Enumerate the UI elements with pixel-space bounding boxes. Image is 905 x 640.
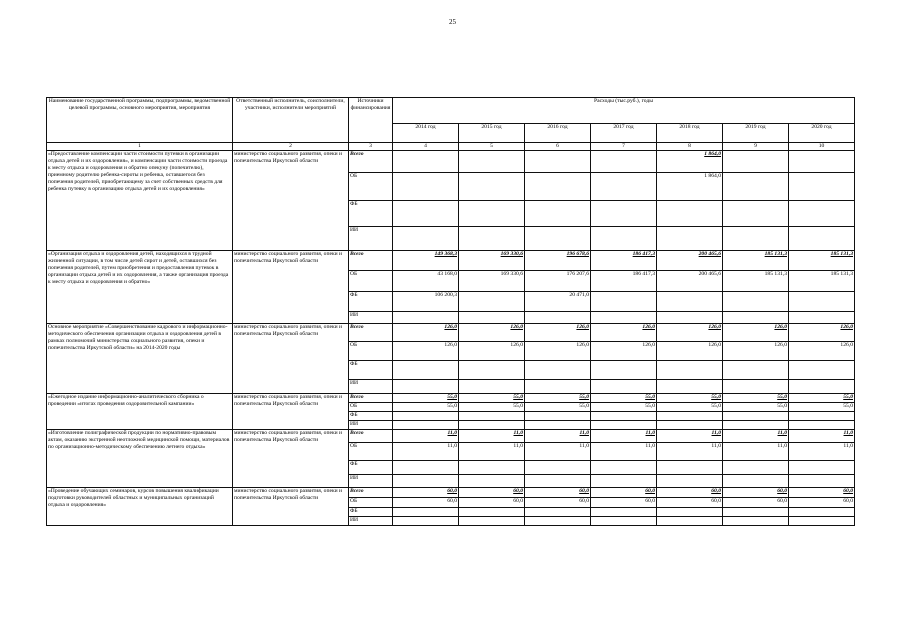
- amount-cell: [723, 172, 789, 200]
- funding-source: ИИ: [349, 474, 393, 487]
- amount-cell: [459, 360, 525, 379]
- amount-cell: 200 465,6: [657, 270, 723, 291]
- header-year: 2015 год: [459, 124, 525, 143]
- column-number: 7: [591, 143, 657, 151]
- amount-cell: [657, 460, 723, 474]
- amount-cell: [789, 360, 855, 379]
- header-year: 2019 год: [723, 124, 789, 143]
- table-row: [47, 150, 855, 172]
- amount-cell: [525, 379, 591, 393]
- funding-source: ИИ: [349, 516, 393, 525]
- amount-cell: 55,0: [459, 393, 525, 402]
- amount-cell: 126,0: [789, 323, 855, 341]
- amount-cell: 126,0: [591, 323, 657, 341]
- amount-cell: 126,0: [723, 323, 789, 341]
- table-body: [47, 98, 855, 526]
- amount-cell: 11,0: [789, 442, 855, 460]
- amount-cell: 60,0: [525, 497, 591, 507]
- amount-cell: [393, 200, 459, 226]
- amount-cell: 55,0: [459, 402, 525, 411]
- amount-cell: [591, 311, 657, 323]
- amount-cell: 11,0: [723, 429, 789, 442]
- amount-cell: [723, 226, 789, 250]
- amount-cell: 60,0: [723, 497, 789, 507]
- activity-name: «Изготовление полиграфической продукции по нормативно-правовым актам, оказанию экстренной неотложной медицинской помощи, материалов по организационно-методическому обеспечению летнего отдыха»: [47, 429, 233, 487]
- amount-cell: [591, 172, 657, 200]
- funding-source: ФБ: [349, 411, 393, 420]
- amount-cell: 185 131,3: [723, 270, 789, 291]
- amount-cell: [525, 311, 591, 323]
- amount-cell: [723, 360, 789, 379]
- amount-cell: [393, 379, 459, 393]
- amount-cell: 55,0: [789, 402, 855, 411]
- amount-cell: [459, 411, 525, 420]
- amount-cell: [789, 379, 855, 393]
- amount-cell: [723, 460, 789, 474]
- amount-cell: 186 417,3: [591, 270, 657, 291]
- amount-cell: 60,0: [591, 497, 657, 507]
- amount-cell: [459, 474, 525, 487]
- header-year: 2014 год: [393, 124, 459, 143]
- funding-source: ФБ: [349, 291, 393, 311]
- amount-cell: [393, 420, 459, 429]
- amount-cell: [591, 379, 657, 393]
- amount-cell: [723, 411, 789, 420]
- funding-source: ОБ: [349, 497, 393, 507]
- amount-cell: [525, 200, 591, 226]
- amount-cell: [393, 311, 459, 323]
- amount-cell: 11,0: [591, 429, 657, 442]
- amount-cell: [657, 474, 723, 487]
- amount-cell: 11,0: [393, 429, 459, 442]
- amount-cell: [723, 379, 789, 393]
- amount-cell: 126,0: [525, 323, 591, 341]
- amount-cell: [393, 460, 459, 474]
- table-row: [47, 429, 855, 442]
- amount-cell: [525, 150, 591, 172]
- header-program-name: Наименование государственной программы, подпрограммы, ведомственной целевой программы, основного мероприятия, мероприятия: [47, 98, 233, 143]
- activity-executor: министерство социального развития, опеки и попечительства Иркутской области: [233, 487, 349, 525]
- amount-cell: 60,0: [723, 487, 789, 497]
- amount-cell: 169 330,6: [459, 250, 525, 270]
- amount-cell: [657, 379, 723, 393]
- amount-cell: [789, 172, 855, 200]
- amount-cell: 186 417,3: [591, 250, 657, 270]
- funding-source: Всего: [349, 150, 393, 172]
- amount-cell: 126,0: [459, 341, 525, 360]
- amount-cell: [591, 420, 657, 429]
- amount-cell: [657, 516, 723, 525]
- amount-cell: 149 368,3: [393, 250, 459, 270]
- header-funding-source: Источники финансирования: [349, 98, 393, 143]
- funding-source: ОБ: [349, 341, 393, 360]
- amount-cell: [525, 360, 591, 379]
- amount-cell: [723, 200, 789, 226]
- amount-cell: [723, 150, 789, 172]
- amount-cell: 11,0: [657, 442, 723, 460]
- amount-cell: 11,0: [525, 429, 591, 442]
- activity-executor: министерство социального развития, опеки и попечительства Иркутской области: [233, 429, 349, 487]
- amount-cell: [459, 460, 525, 474]
- page-number: 25: [449, 18, 456, 26]
- amount-cell: 55,0: [591, 402, 657, 411]
- amount-cell: 55,0: [723, 402, 789, 411]
- amount-cell: [591, 360, 657, 379]
- amount-cell: [459, 507, 525, 516]
- amount-cell: 60,0: [657, 487, 723, 497]
- amount-cell: [525, 411, 591, 420]
- funding-source: Всего: [349, 250, 393, 270]
- funding-source: Всего: [349, 323, 393, 341]
- amount-cell: 55,0: [525, 402, 591, 411]
- amount-cell: 106 200,3: [393, 291, 459, 311]
- header-year: 2017 год: [591, 124, 657, 143]
- funding-source: ФБ: [349, 507, 393, 516]
- amount-cell: 11,0: [393, 442, 459, 460]
- activity-name: «Ежегодное издание информационно-аналитического сборника о проведении «итогах проведения оздоровительной кампании»: [47, 393, 233, 429]
- header-executor: Ответственный исполнитель, соисполнители, участники, исполнители мероприятий: [233, 98, 349, 143]
- amount-cell: [591, 226, 657, 250]
- amount-cell: 126,0: [657, 323, 723, 341]
- amount-cell: [657, 226, 723, 250]
- amount-cell: [591, 507, 657, 516]
- amount-cell: [789, 516, 855, 525]
- amount-cell: 126,0: [459, 323, 525, 341]
- amount-cell: [657, 200, 723, 226]
- table-row: [47, 323, 855, 341]
- amount-cell: [393, 172, 459, 200]
- amount-cell: [657, 507, 723, 516]
- amount-cell: [525, 474, 591, 487]
- activity-executor: министерство социального развития, опеки и попечительства Иркутской области: [233, 393, 349, 429]
- amount-cell: [459, 226, 525, 250]
- column-number: 1: [47, 143, 233, 151]
- amount-cell: [459, 291, 525, 311]
- amount-cell: [789, 291, 855, 311]
- amount-cell: [393, 507, 459, 516]
- funding-source: ОБ: [349, 172, 393, 200]
- activity-executor: министерство социального развития, опеки и попечительства Иркутской области: [233, 150, 349, 250]
- amount-cell: [723, 474, 789, 487]
- amount-cell: 126,0: [525, 341, 591, 360]
- amount-cell: [789, 150, 855, 172]
- amount-cell: [591, 474, 657, 487]
- amount-cell: [591, 200, 657, 226]
- funding-source: ИИ: [349, 226, 393, 250]
- table-row: [47, 487, 855, 497]
- amount-cell: 11,0: [525, 442, 591, 460]
- amount-cell: 185 131,3: [789, 250, 855, 270]
- column-number: 4: [393, 143, 459, 151]
- amount-cell: [591, 150, 657, 172]
- amount-cell: [459, 200, 525, 226]
- amount-cell: 11,0: [591, 442, 657, 460]
- funding-source: ИИ: [349, 311, 393, 323]
- amount-cell: 60,0: [657, 497, 723, 507]
- funding-source: ОБ: [349, 270, 393, 291]
- amount-cell: 60,0: [393, 497, 459, 507]
- amount-cell: [393, 150, 459, 172]
- funding-source: ИИ: [349, 379, 393, 393]
- funding-table: [46, 97, 855, 526]
- amount-cell: 20 471,0: [525, 291, 591, 311]
- funding-source: Всего: [349, 487, 393, 497]
- amount-cell: 55,0: [591, 393, 657, 402]
- amount-cell: 200 465,6: [657, 250, 723, 270]
- amount-cell: [723, 420, 789, 429]
- funding-source: ИИ: [349, 420, 393, 429]
- amount-cell: 169 330,6: [459, 270, 525, 291]
- amount-cell: 126,0: [657, 341, 723, 360]
- amount-cell: 196 678,6: [525, 250, 591, 270]
- header-year: 2018 год: [657, 124, 723, 143]
- amount-cell: 55,0: [657, 402, 723, 411]
- amount-cell: [723, 311, 789, 323]
- table-row: [47, 393, 855, 402]
- activity-name: «Организация отдыха и оздоровления детей, находящихся в трудной жизненной ситуации, в том числе детей сирот и детей, оставшихся без попечения родителей, путем приобретения и предоставления путевок в организации отдыха детей и их оздоровления, а также организация проезда к месту отдыха и оздоровления и обратно»: [47, 250, 233, 323]
- amount-cell: 176 207,6: [525, 270, 591, 291]
- amount-cell: 11,0: [459, 442, 525, 460]
- amount-cell: [723, 516, 789, 525]
- amount-cell: [393, 411, 459, 420]
- amount-cell: [657, 420, 723, 429]
- amount-cell: [657, 311, 723, 323]
- amount-cell: 43 168,0: [393, 270, 459, 291]
- amount-cell: 55,0: [393, 393, 459, 402]
- amount-cell: [393, 226, 459, 250]
- amount-cell: 60,0: [459, 497, 525, 507]
- header-year: 2020 год: [789, 124, 855, 143]
- amount-cell: [525, 172, 591, 200]
- amount-cell: 185 131,3: [789, 270, 855, 291]
- activity-name: Основное мероприятие «Совершенствование кадрового и информационно-методического обеспечения организации отдыха и оздоровления детей в рамках полномочий министерства социального развития, опеки и попечительства Иркутской области» на 2014-2020 годы: [47, 323, 233, 393]
- activity-executor: министерство социального развития, опеки и попечительства Иркутской области: [233, 250, 349, 323]
- amount-cell: 11,0: [789, 429, 855, 442]
- amount-cell: [459, 420, 525, 429]
- amount-cell: [459, 311, 525, 323]
- header-year: 2016 год: [525, 124, 591, 143]
- column-number: 6: [525, 143, 591, 151]
- amount-cell: 55,0: [723, 393, 789, 402]
- amount-cell: 60,0: [591, 487, 657, 497]
- amount-cell: 55,0: [393, 402, 459, 411]
- funding-source: Всего: [349, 393, 393, 402]
- amount-cell: 60,0: [393, 487, 459, 497]
- amount-cell: [525, 507, 591, 516]
- amount-cell: [591, 460, 657, 474]
- amount-cell: [591, 516, 657, 525]
- amount-cell: 126,0: [723, 341, 789, 360]
- amount-cell: [459, 172, 525, 200]
- amount-cell: [789, 200, 855, 226]
- amount-cell: [789, 460, 855, 474]
- table-row: [47, 250, 855, 270]
- amount-cell: 126,0: [591, 341, 657, 360]
- amount-cell: [393, 516, 459, 525]
- activity-name: «Проведение обучающих семинаров, курсов повышения квалификации подготовки руководителей областных и муниципальных организаций отдыха и оздоровления»: [47, 487, 233, 525]
- column-number: 3: [349, 143, 393, 151]
- funding-source: ОБ: [349, 402, 393, 411]
- amount-cell: 126,0: [393, 341, 459, 360]
- amount-cell: [789, 411, 855, 420]
- amount-cell: [393, 474, 459, 487]
- amount-cell: [459, 516, 525, 525]
- amount-cell: [525, 420, 591, 429]
- amount-cell: [789, 420, 855, 429]
- amount-cell: 60,0: [525, 487, 591, 497]
- amount-cell: 185 131,3: [723, 250, 789, 270]
- funding-source: ФБ: [349, 460, 393, 474]
- amount-cell: [657, 411, 723, 420]
- amount-cell: 126,0: [393, 323, 459, 341]
- funding-source: ФБ: [349, 200, 393, 226]
- column-number: 9: [723, 143, 789, 151]
- amount-cell: [525, 516, 591, 525]
- column-number: 2: [233, 143, 349, 151]
- amount-cell: 60,0: [789, 497, 855, 507]
- funding-source: ОБ: [349, 442, 393, 460]
- amount-cell: [723, 507, 789, 516]
- column-number: 8: [657, 143, 723, 151]
- amount-cell: [789, 311, 855, 323]
- amount-cell: 1 864,0: [657, 172, 723, 200]
- funding-source: Всего: [349, 429, 393, 442]
- funding-source: ФБ: [349, 360, 393, 379]
- amount-cell: [525, 460, 591, 474]
- column-number: 5: [459, 143, 525, 151]
- amount-cell: 1 864,0: [657, 150, 723, 172]
- amount-cell: [657, 360, 723, 379]
- column-number: 10: [789, 143, 855, 151]
- amount-cell: 55,0: [789, 393, 855, 402]
- amount-cell: [525, 226, 591, 250]
- amount-cell: [393, 360, 459, 379]
- activity-name: «Предоставление компенсации части стоимости путевки в организации отдыха детей и их оздоровления», и компенсации части стоимости проезда к месту отдыха и оздоровления и обратно опекуну (попечителю), приемному родителю ребенка-сироты и ребенка, оставшегося без попечения родителей, приобретающему за счет собственных средств для ребенка путевку в организацию отдыха детей и их оздоровления»: [47, 150, 233, 250]
- amount-cell: [723, 291, 789, 311]
- amount-cell: [459, 150, 525, 172]
- amount-cell: [591, 411, 657, 420]
- amount-cell: 11,0: [723, 442, 789, 460]
- amount-cell: 60,0: [459, 487, 525, 497]
- amount-cell: 55,0: [525, 393, 591, 402]
- amount-cell: [789, 507, 855, 516]
- amount-cell: 60,0: [789, 487, 855, 497]
- amount-cell: [591, 291, 657, 311]
- header-expenses: Расходы (тыс.руб.), годы: [393, 98, 855, 124]
- amount-cell: [459, 379, 525, 393]
- amount-cell: 126,0: [789, 341, 855, 360]
- amount-cell: 55,0: [657, 393, 723, 402]
- amount-cell: [789, 474, 855, 487]
- amount-cell: 11,0: [657, 429, 723, 442]
- amount-cell: [657, 291, 723, 311]
- activity-executor: министерство социального развития, опеки и попечительства Иркутской области: [233, 323, 349, 393]
- amount-cell: [789, 226, 855, 250]
- amount-cell: 11,0: [459, 429, 525, 442]
